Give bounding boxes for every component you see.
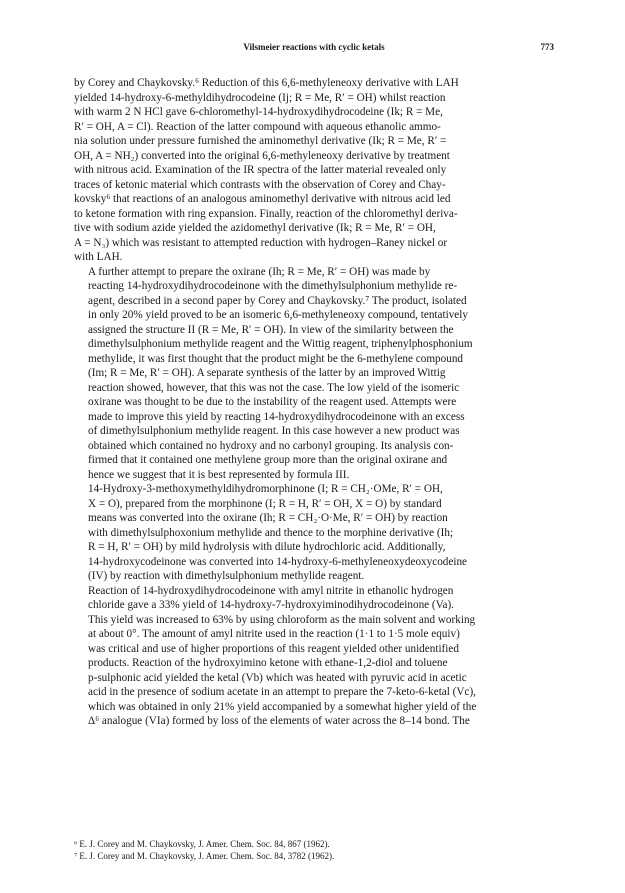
text-line: in only 20% yield proved to be an isomeric 6,6-methyleneoxy compound, tentatively: [88, 309, 468, 321]
footnote: ⁶ E. J. Corey and M. Chaykovsky, J. Amer. Chem. Soc. 84, 867 (1962).: [74, 839, 330, 849]
text-line: traces of ketonic material which contrasts with the observation of Corey and Chay-: [74, 178, 446, 191]
text-line: Reaction of 14-hydroxydihydrocodeinone with amyl nitrite in ethanolic hydrogen: [88, 584, 454, 597]
text-line: R = H, R′ = OH) by mild hydrolysis with dilute hydrochloric acid. Additionally,: [88, 541, 446, 553]
text-line: agent, described in a second paper by Corey and Chaykovsky.⁷ The product, isolated: [88, 294, 467, 307]
text-line: which was obtained in only 21% yield accompanied by a somewhat higher yield of the: [88, 700, 477, 713]
text-line: kovsky⁶ that reactions of an analogous aminomethyl derivative with nitrous acid led: [74, 193, 451, 205]
text-line: hence we suggest that it is best represented by formula III.: [88, 468, 350, 481]
paragraph: [74, 482, 558, 584]
footnotes: [74, 838, 558, 862]
text-line: with LAH.: [74, 251, 123, 263]
text-line: with nitrous acid. Examination of the IR spectra of the latter material revealed only: [74, 164, 447, 176]
running-title: Vilsmeier reactions with cyclic ketals: [243, 42, 385, 52]
text-line: dimethylsulphonium methylide reagent and the Wittig reagent, triphenylphosphonium: [88, 338, 473, 350]
body-text: [74, 76, 558, 729]
text-line: This yield was increased to 63% by using chloroform as the main solvent and working: [88, 613, 476, 626]
text-line: Δ⁶ analogue (VIa) formed by loss of the elements of water across the 8–14 bond. The: [88, 715, 470, 727]
footnote: ⁷ E. J. Corey and M. Chaykovsky, J. Amer. Chem. Soc. 84, 3782 (1962).: [74, 851, 335, 861]
text-line: reaction showed, however, that this was not the case. The low yield of the isomeric: [88, 381, 460, 394]
text-line: R′ = OH, A = Cl). Reaction of the latter compound with aqueous ethanolic ammo-: [74, 120, 441, 133]
text-line: acid in the presence of sodium acetate in an attempt to prepare the 7-keto-6-ketal (Vc),: [88, 686, 476, 698]
text-line: chloride gave a 33% yield of 14-hydroxy-7-hydroxyiminodihydrocodeinone (Va).: [88, 599, 454, 611]
text-line: with dimethylsulphoxonium methylide and thence to the morphine derivative (Ih;: [88, 526, 454, 539]
text-line: X = O), prepared from the morphinone (I; R = H, R′ = OH, X = O) by standard: [88, 497, 442, 510]
text-line: by Corey and Chaykovsky.⁶ Reduction of this 6,6-methyleneoxy derivative with LAH: [74, 77, 459, 89]
text-line: was critical and use of higher proportions of this reagent yielded other unidentified: [88, 642, 459, 655]
text-line: assigned the structure II (R = Me, R′ = OH). In view of the similarity between the: [88, 323, 454, 336]
paragraph: [74, 76, 558, 265]
text-line: means was converted into the oxirane (Ih; R = CH₂·O·Me, R′ = OH) by reaction: [88, 512, 448, 524]
text-line: A further attempt to prepare the oxirane (Ih; R = Me, R′ = OH) was made by: [88, 265, 431, 278]
text-line: methylide, it was first thought that the product might be the 6-methylene compound: [88, 352, 464, 365]
text-line: products. Reaction of the hydroxyimino ketone with ethane-1,2-diol and toluene: [88, 657, 448, 669]
text-line: oxirane was thought to be due to the instability of the reagent used. Attempts were: [88, 396, 457, 408]
page-number: 773: [540, 42, 554, 52]
text-line: OH, A = NH₂) converted into the original 6,6-methyleneoxy derivative by treatment: [74, 149, 450, 162]
text-line: p-sulphonic acid yielded the ketal (Vb) which was heated with pyruvic acid in acetic: [88, 671, 467, 684]
paragraph: [74, 265, 558, 483]
text-line: tive with sodium azide yielded the azidomethyl derivative (Ik; R = Me, R′ = OH,: [74, 222, 436, 234]
text-line: with warm 2 N HCl gave 6-chloromethyl-14-hydroxydihydrocodeine (Ik; R = Me,: [74, 106, 443, 118]
text-line: obtained which contained no hydroxy and no carbonyl grouping. Its analysis con-: [88, 439, 454, 452]
text-line: of dimethylsulphonium methylide reagent. In this case however a new product was: [88, 425, 460, 437]
text-line: nia solution under pressure furnished the aminomethyl derivative (Ik; R = Me, R′ =: [74, 135, 447, 147]
text-line: 14-hydroxycodeinone was converted into 14-hydroxy-6-methyleneoxydeoxycodeine: [88, 555, 468, 568]
text-line: to ketone formation with ring expansion. Finally, reaction of the chloromethyl deriva-: [74, 207, 458, 220]
paragraph: [74, 584, 558, 729]
text-line: reacting 14-hydroxydihydrocodeinone with the dimethylsulphonium methylide re-: [88, 280, 458, 292]
text-line: made to improve this yield by reacting 14-hydroxydihydrocodeinone with an excess: [88, 410, 465, 423]
text-line: (IV) by reaction with dimethylsulphonium methylide reagent.: [88, 570, 365, 582]
text-line: A = N₃) which was resistant to attempted reduction with hydrogen–Raney nickel or: [74, 236, 448, 249]
page-header: [74, 42, 554, 58]
text-line: firmed that it contained one methylene group more than the original oxirane and: [88, 454, 448, 466]
text-line: yielded 14-hydroxy-6-methyldihydrocodeine (Ij; R = Me, R′ = OH) whilst reaction: [74, 91, 446, 104]
text-line: (Im; R = Me, R′ = OH). A separate synthesis of the latter by an improved Wittig: [88, 367, 446, 379]
text-line: 14-Hydroxy-3-methoxymethyldihydromorphinone (I; R = CH₂·OMe, R′ = OH,: [88, 483, 443, 495]
text-line: at about 0°. The amount of amyl nitrite used in the reaction (1·1 to 1·5 mole equiv): [88, 628, 460, 640]
